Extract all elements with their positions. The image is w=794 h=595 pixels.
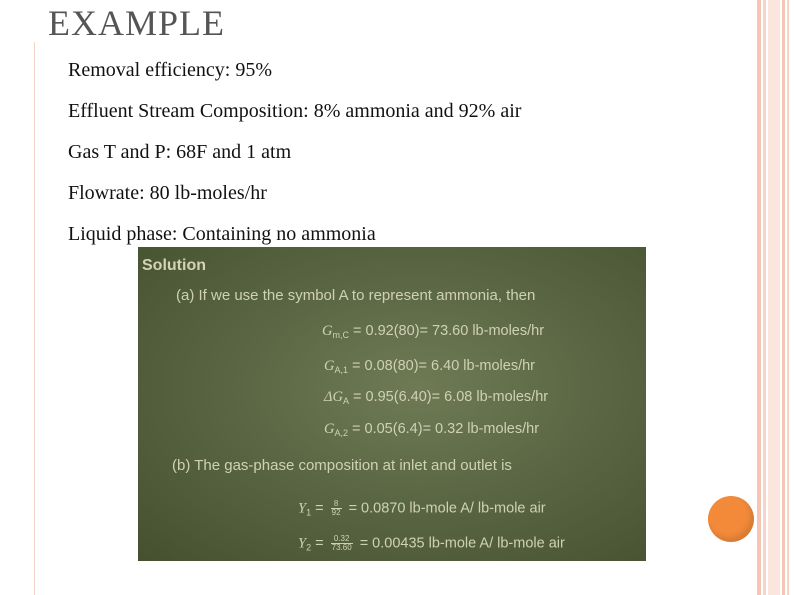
equation-gmc: $G_{m,C} = 0.92(80)= 73.60$ lb-moles/hr xyxy=(322,323,545,340)
bullet-liquid-phase: Liquid phase: Containing no ammonia xyxy=(68,223,376,245)
bullet-flowrate: Flowrate: 80 lb-moles/hr xyxy=(68,182,267,204)
border-stripe xyxy=(763,0,766,595)
orange-circle-decoration xyxy=(708,496,754,542)
part-a-text: (a) If we use the symbol A to represent ammonia, then xyxy=(176,287,536,304)
left-accent-line xyxy=(34,42,35,595)
border-stripe xyxy=(782,0,785,595)
border-stripe xyxy=(787,0,789,595)
bullet-gas-conditions: Gas T and P: 68F and 1 atm xyxy=(68,141,292,163)
equation-y1: $Y_1$ = $\frac{8}{92}$ = 0.0870 lb-mole A/ lb-mole air xyxy=(298,499,546,518)
slide-title: EXAMPLE xyxy=(48,3,225,43)
equation-ga2: $G_{A,2} = 0.05(6.4)= 0.32$ lb-moles/hr xyxy=(324,421,540,438)
equation-y2: $Y_2$ = $\frac{0.32}{73.60}$ = 0.00435 lb-mole A/ lb-mole air xyxy=(298,534,565,553)
border-stripe xyxy=(757,0,761,595)
border-stripe xyxy=(768,0,780,595)
equation-delta-ga: $\Delta G_A = 0.95(6.40)= 6.08$ lb-moles/hr xyxy=(324,389,549,406)
solution-photo xyxy=(138,247,646,561)
fraction-y1: $\frac{8}{92}$ xyxy=(331,499,341,517)
bullet-effluent-composition: Effluent Stream Composition: 8% ammonia and 92% air xyxy=(68,100,522,122)
bullet-removal-efficiency: Removal efficiency: 95% xyxy=(68,59,273,81)
equation-ga1: $G_{A,1} = 0.08(80)= 6.40$ lb-moles/hr xyxy=(324,358,535,375)
solution-heading: Solution xyxy=(142,257,206,274)
fraction-y2: $\frac{0.32}{73.60}$ xyxy=(331,534,352,552)
part-b-text: (b) The gas-phase composition at inlet and outlet is xyxy=(172,457,512,474)
bullet-list xyxy=(68,57,521,262)
